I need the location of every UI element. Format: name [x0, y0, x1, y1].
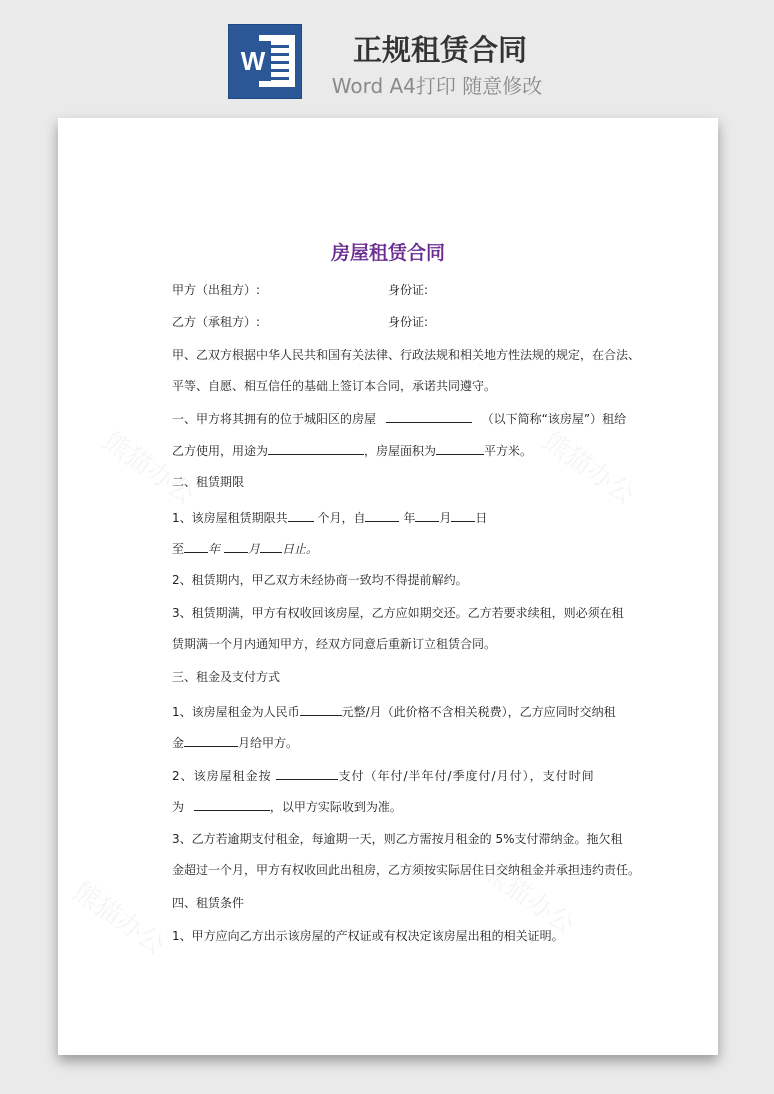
clause-text: 月: [248, 542, 261, 556]
clause-text: 年: [403, 511, 416, 525]
blank-field: [415, 509, 439, 522]
clause-text: 1、该房屋租赁期限共: [172, 511, 288, 525]
section-2-heading: 二、租赁期限: [172, 475, 245, 489]
clause-text: 为: [172, 800, 185, 814]
word-logo-letter: W: [235, 41, 271, 81]
blank-field: [184, 540, 208, 553]
blank-field: [436, 442, 484, 455]
clause-text: 日: [475, 511, 488, 525]
clause-text: 年: [208, 542, 221, 556]
clause-3-2-line-2: [172, 798, 402, 815]
blank-field: [260, 540, 282, 553]
section-4-heading: 四、租赁条件: [172, 896, 245, 910]
clause-text: 一、甲方将其拥有的位于城阳区的房屋: [172, 412, 377, 426]
clause-1-line-2: [172, 442, 532, 459]
clause-1-line-1: [172, 410, 626, 427]
intro-line-2: 平等、自愿、相互信任的基础上签订本合同，承诺共同遵守。: [172, 379, 497, 393]
word-logo-icon: [228, 24, 302, 99]
clause-2-1-line-2: [172, 540, 318, 557]
blank-field: [288, 509, 314, 522]
party-a-id-label: 身份证:: [388, 283, 429, 297]
clause-text: （以下简称“该房屋”）租给: [481, 412, 627, 426]
blank-field: [386, 410, 472, 423]
party-b-line: [172, 314, 260, 330]
blank-field: [300, 703, 342, 716]
clause-text: 平方米。: [484, 444, 533, 458]
intro-line-1: 甲、乙双方根据中华人民共和国有关法律、行政法规和相关地方性法规的规定，在合法、: [172, 348, 641, 362]
clause-text: 乙方使用，用途为: [172, 444, 269, 458]
blank-field: [451, 509, 475, 522]
blank-field: [184, 734, 238, 747]
document-page: [58, 118, 718, 1055]
party-a-id: [388, 282, 428, 298]
party-b-id-label: 身份证:: [388, 315, 429, 329]
clause-3-3-line-2: 金超过一个月，甲方有权收回此出租房，乙方须按实际居住日交纳租金并承担违约责任。: [172, 863, 641, 877]
watermark: [537, 422, 643, 512]
clause-text: 支付（年付/半年付/季度付/月付），支付时间: [338, 769, 595, 783]
clause-text: 至: [172, 542, 185, 556]
blank-field: [365, 509, 399, 522]
blank-field: [194, 798, 270, 811]
clause-3-1-line-2: [172, 734, 298, 751]
party-b-label: 乙方（承租方）:: [172, 315, 261, 329]
clause-2-3-line-1: 3、租赁期满，甲方有权收回该房屋，乙方应如期交还。乙方若要求续租，则必须在租: [172, 606, 624, 620]
party-a-label: 甲方（出租方）:: [172, 283, 261, 297]
clause-2-2: 2、租赁期内，甲乙双方未经协商一致均不得提前解约。: [172, 573, 468, 587]
clause-4-1: 1、甲方应向乙方出示该房屋的产权证或有权决定该房屋出租的相关证明。: [172, 929, 564, 943]
clause-2-3-line-2: 赁期满一个月内通知甲方，经双方同意后重新订立租赁合同。: [172, 637, 497, 651]
clause-3-1-line-1: [172, 703, 616, 720]
blank-field: [276, 767, 338, 780]
clause-text: 月: [439, 511, 452, 525]
clause-text: 日止。: [282, 542, 319, 556]
header-subtitle: Word A4打印 随意修改: [331, 74, 543, 98]
section-3-heading: 三、租金及支付方式: [172, 670, 281, 684]
party-a-line: [172, 282, 260, 298]
watermark: [67, 872, 173, 962]
header-title: 正规租赁合同: [352, 33, 527, 67]
clause-3-3-line-1: 3、乙方若逾期支付租金，每逾期一天，则乙方需按月租金的 5%支付滞纳金。拖欠租: [172, 832, 623, 846]
clause-text: 个月，自: [317, 511, 366, 525]
clause-text: ，以甲方实际收到为准。: [269, 800, 402, 814]
clause-text: 金: [172, 736, 185, 750]
party-b-id: [388, 314, 428, 330]
clause-text: 月给甲方。: [238, 736, 299, 750]
blank-field: [224, 540, 248, 553]
clause-3-2-line-1: [172, 767, 595, 784]
document-title: 房屋租赁合同: [330, 242, 445, 264]
blank-field: [268, 442, 364, 455]
clause-text: 元整/月（此价格不含相关税费），乙方应同时交纳租: [341, 705, 616, 719]
header: [0, 0, 774, 110]
clause-2-1-line-1: [172, 509, 487, 526]
watermark: [97, 422, 203, 512]
clause-text: 1、该房屋租金为人民币: [172, 705, 300, 719]
clause-text: ，房屋面积为: [364, 444, 437, 458]
clause-text: 2、该房屋租金按: [172, 769, 272, 783]
